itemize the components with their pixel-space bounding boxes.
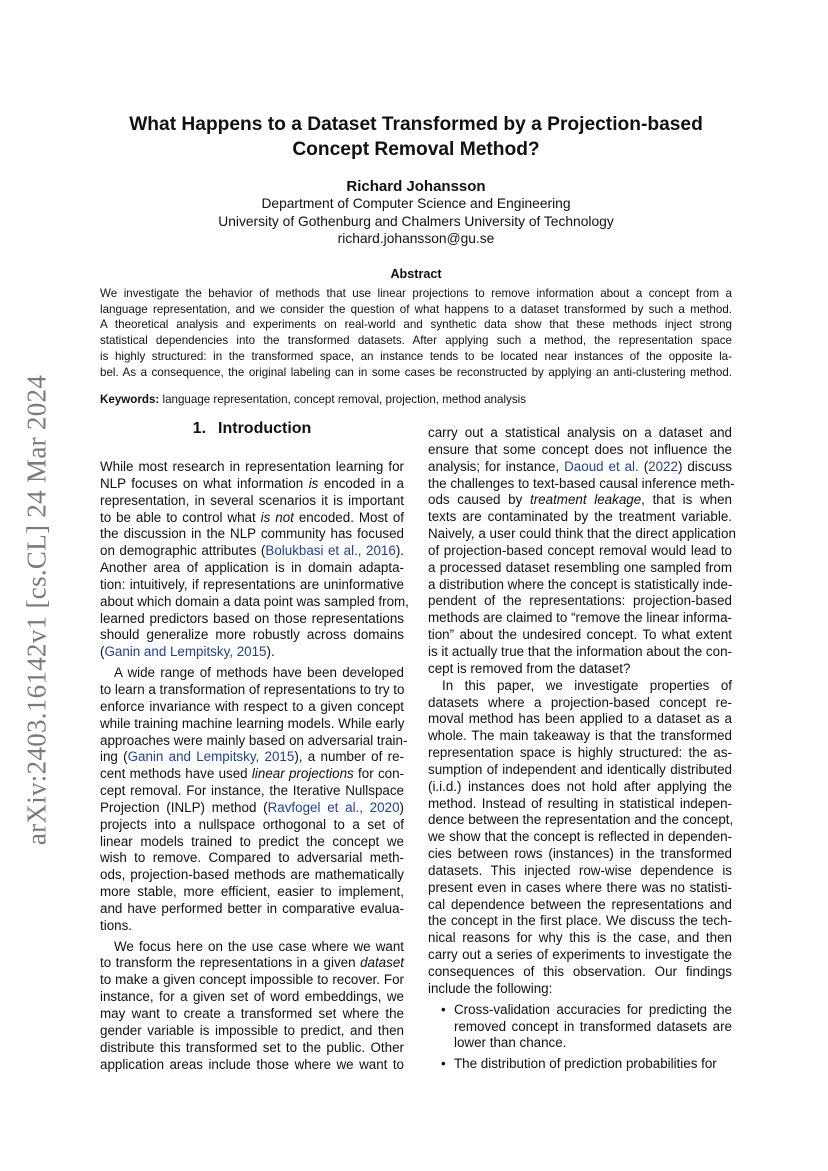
- section-number: 1.: [192, 420, 207, 437]
- author-affiliation: [100, 195, 732, 248]
- text-line: learned predictors based on those representations: [100, 610, 404, 626]
- text-line: the challenges to text-based causal inference meth-: [428, 475, 735, 491]
- findings-list: [428, 1002, 732, 1073]
- text-line: cept is removed from the dataset?: [428, 660, 631, 676]
- text-line: pendent of the representations: projection-based: [428, 593, 732, 609]
- abstract-line: bel. As a consequence, the original labeling can in some cases be reconstructed by applying an anti-clustering method.: [100, 365, 732, 379]
- text-line: cent methods have used linear projections for con-: [100, 766, 404, 782]
- author-email: richard.johansson@gu.se: [337, 231, 495, 246]
- text-line: lower than chance.: [454, 1035, 567, 1051]
- author-university: University of Gothenburg and Chalmers University of Technology: [218, 213, 614, 229]
- arxiv-side-label: [22, 360, 52, 860]
- list-item: [428, 1002, 732, 1053]
- text-line: to learn a transformation of representations to try to: [100, 681, 405, 697]
- text-line: tions.: [100, 917, 133, 933]
- list-item: [428, 1056, 732, 1073]
- text-line: should generalize more robustly across domains: [100, 627, 404, 643]
- text-line: In this paper, we investigate properties of: [442, 677, 732, 693]
- text-line: analysis; for instance, Daoud et al. (2022) discuss: [428, 458, 732, 474]
- citation-link[interactable]: Bolukbasi et al., 2016: [265, 543, 396, 559]
- paragraph: [100, 665, 408, 935]
- text-line: to transform the representations in a given dataset: [100, 955, 404, 971]
- text-line: representation, in several scenarios it is important: [100, 492, 404, 508]
- text-line: enforce invariance with respect to a given concept: [100, 698, 404, 714]
- text-line: of projection-based concept removal would lead to: [428, 542, 732, 558]
- text-line: removed concept in transformed datasets are: [454, 1018, 732, 1034]
- text-line: We focus here on the use case where we want: [114, 938, 404, 954]
- text-line: ods caused by treatment leakage, that is when: [428, 492, 732, 508]
- citation-year-link[interactable]: 2022: [648, 458, 678, 474]
- bullet-marker: •: [441, 1056, 446, 1072]
- text-line: moval method has been applied to a dataset as a: [428, 711, 732, 727]
- bullet-marker: •: [441, 1001, 446, 1017]
- author-name: Richard Johansson: [346, 178, 486, 195]
- text-line: about which domain a data point was sampled from,: [100, 593, 409, 609]
- text-line: cept removal. For instance, the Iterative Nullspace: [100, 783, 404, 799]
- paragraph: [100, 459, 409, 661]
- text-line: approaches were mainly based on adversarial train-: [100, 732, 408, 748]
- text-line: method. Instead of resulting in statistical indepen-: [428, 795, 732, 811]
- abstract-line: We investigate the behavior of methods that use linear projections to remove information about a concept from a: [100, 287, 732, 300]
- text-line: include the following:: [428, 980, 553, 996]
- section-heading-introduction: [100, 420, 404, 438]
- text-line: a processed dataset resembling one sampled from: [428, 559, 732, 575]
- keywords: [100, 392, 732, 407]
- text-line: While most research in representation learning for: [100, 459, 404, 474]
- abstract-heading: Abstract: [390, 267, 442, 281]
- text-line: a distribution where the concept is statistically inde-: [428, 576, 733, 592]
- abstract-line: statistical dependencies into the transformed datasets. After applying such a method, the representation space: [100, 334, 732, 348]
- left-column: [100, 459, 409, 1073]
- text-line: carry out a statistical analysis on a dataset and: [428, 425, 732, 440]
- text-line: datasets. This injected row-wise dependence is: [428, 862, 732, 878]
- text-line: Naively, a user could think that the direct application: [428, 526, 736, 542]
- text-line: consequences of this observation. Our findings: [428, 964, 732, 979]
- abstract-line: A theoretical analysis and experiments on real-world and synthetic data show that these methods inject strong: [100, 318, 732, 332]
- text-line: while training machine learning models. While early: [100, 715, 405, 731]
- text-line: representation space is highly structured: the as-: [428, 745, 732, 761]
- text-line: NLP focuses on what information is encoded in a: [100, 475, 404, 491]
- text-line: projects into a nullspace orthogonal to a set of: [100, 816, 404, 832]
- abstract-line: is highly structured: in the transformed space, an instance tends to be located near instances of the opposite la-: [100, 349, 732, 363]
- text-line: cies between rows (instances) in the transformed: [428, 846, 732, 862]
- text-line: gender variable is impossible to predict, and then: [100, 1022, 404, 1038]
- text-line: to be able to control what is not encoded. Most of: [100, 509, 404, 525]
- text-line: more stable, more efficient, easier to implement,: [100, 884, 404, 900]
- keywords-text: language representation, concept removal, projection, method analysis: [159, 393, 526, 406]
- text-line: Cross-validation accuracies for predicting the: [454, 1001, 732, 1017]
- text-line: datasets where a projection-based concept re-: [428, 694, 732, 710]
- citation-link[interactable]: Ganin and Lempitsky, 2015: [104, 644, 267, 660]
- text-line: is it actually true that the information about the con-: [428, 643, 732, 659]
- abstract-body: [100, 286, 732, 380]
- text-line: instance, for a given set of word embeddings, we: [100, 989, 404, 1005]
- title-line-1: What Happens to a Dataset Transformed by a Projection-based: [129, 114, 703, 135]
- text-line: ods, projection-based methods are mathematically: [100, 867, 404, 883]
- author-department: Department of Computer Science and Engineering: [261, 196, 571, 211]
- text-line: The distribution of prediction probabilities for: [454, 1056, 717, 1072]
- text-line: wish to remove. Compared to adversarial meth-: [100, 850, 404, 866]
- text-line: cal dependence between the representations and: [428, 896, 732, 912]
- text-line: and have performed better in comparative evalua-: [100, 900, 404, 916]
- keywords-label: Keywords:: [100, 393, 160, 406]
- text-line: texts are contaminated by the treatment variable.: [428, 509, 732, 525]
- citation-link[interactable]: Daoud et al.: [564, 458, 639, 474]
- arxiv-identifier: arXiv:2403.16142v1 [cs.CL] 24 Mar 2024: [21, 374, 52, 846]
- citation-link[interactable]: Ravfogel et al., 2020: [267, 799, 400, 815]
- text-line: dence between the representation and the concept,: [428, 812, 734, 828]
- paragraph: [428, 425, 736, 678]
- text-line: Projection (INLP) method (Ravfogel et al., 2020): [100, 799, 404, 815]
- text-line: to make a given concept impossible to recover. For: [100, 972, 404, 988]
- text-line: carry out a series of experiments to investigate the: [428, 947, 732, 963]
- text-line: distribute this transformed set to the public. Other: [100, 1039, 404, 1055]
- text-line: nical reasons for why this is the case, and then: [428, 930, 732, 946]
- text-line: we show that the concept is reflected in dependen-: [428, 829, 732, 845]
- text-line: A wide range of methods have been developed: [114, 665, 404, 681]
- text-line: (i.i.d.) instances does not hold after applying the: [428, 778, 732, 794]
- right-column: [428, 425, 736, 1073]
- text-line: sumption of independent and identically distributed: [428, 761, 732, 777]
- text-line: tion: intuitively, if representations are uninformative: [100, 576, 404, 592]
- citation-link[interactable]: Ganin and Lempitsky, 2015: [127, 749, 295, 765]
- paragraph: [100, 939, 404, 1074]
- text-line: ing (Ganin and Lempitsky, 2015), a number of re-: [100, 749, 404, 765]
- text-line: on demographic attributes (Bolukbasi et al., 2016).: [100, 543, 404, 559]
- text-line: present even in cases where there was no statisti-: [428, 879, 732, 895]
- text-line: may want to create a transformed set where the: [100, 1006, 404, 1021]
- paper-title: [100, 112, 732, 162]
- title-line-2: Concept Removal Method?: [292, 139, 540, 160]
- text-line: tion” about the undesired concept. To what extent: [428, 627, 732, 643]
- text-line: ensure that some concept does not influence the: [428, 441, 732, 457]
- text-line: the discussion in the NLP community has focused: [100, 526, 404, 542]
- paragraph: [428, 678, 732, 998]
- text-line: (Ganin and Lempitsky, 2015).: [100, 644, 275, 660]
- abstract-line: language representation, and we consider the question of what happens to a dataset transformed by such a method.: [100, 302, 732, 316]
- text-line: application areas include those where we want to: [100, 1056, 404, 1072]
- text-line: Another area of application is in domain adapta-: [100, 560, 404, 576]
- section-title: Introduction: [218, 420, 312, 437]
- text-line: whole. The main takeaway is that the transformed: [428, 728, 732, 744]
- text-line: methods are claimed to “remove the linear informa-: [428, 610, 732, 626]
- text-line: the concept in the first place. We discuss the tech-: [428, 913, 732, 929]
- text-line: linear models trained to predict the concept we: [100, 833, 404, 849]
